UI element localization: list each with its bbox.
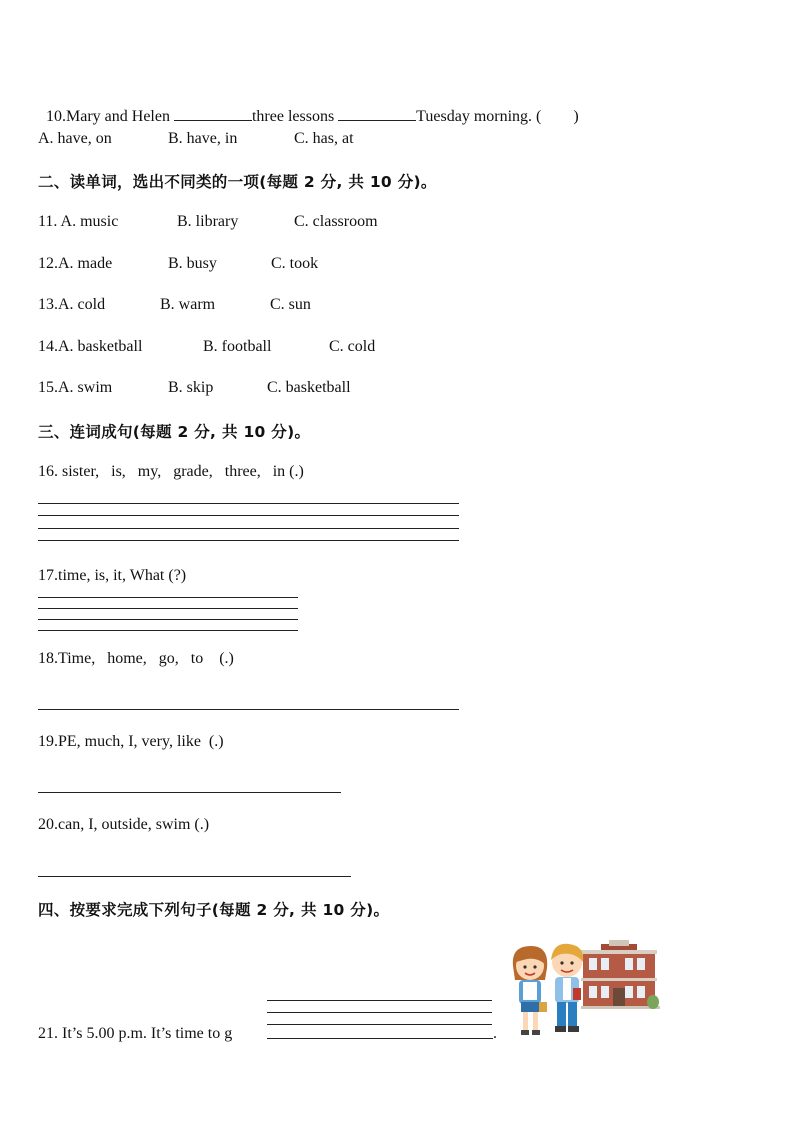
q10-option-b: B. have, in bbox=[168, 130, 238, 147]
q16-answer-line-3[interactable] bbox=[38, 528, 459, 529]
section-3-title: 三、连词成句(每题 2 分, 共 10 分)。 bbox=[38, 423, 311, 441]
q10-option-a: A. have, on bbox=[38, 130, 112, 147]
q21-answer-line-1[interactable] bbox=[267, 1000, 492, 1001]
q11-option-c: C. classroom bbox=[294, 213, 378, 230]
school-building-icon bbox=[581, 940, 660, 1009]
q16-answer-line-1[interactable] bbox=[38, 503, 459, 504]
q10-option-c: C. has, at bbox=[294, 130, 354, 147]
section-4-title: 四、按要求完成下列句子(每题 2 分, 共 10 分)。 bbox=[38, 901, 390, 919]
q20-answer-line[interactable] bbox=[38, 876, 351, 877]
question-18: 18.Time, home, go, to (.) bbox=[38, 650, 234, 667]
q17-answer-line-4[interactable] bbox=[38, 630, 298, 631]
q10-text-3: Tuesday morning. ( bbox=[416, 108, 542, 125]
q21-prefix: 21. It’s 5.00 p.m. It’s time to g bbox=[38, 1025, 233, 1042]
q13-option-b: B. warm bbox=[160, 296, 216, 313]
q10-text-2: three lessons bbox=[251, 108, 339, 125]
q18-answer-line[interactable] bbox=[38, 709, 459, 710]
q15-option-b: B. skip bbox=[168, 379, 214, 396]
q12-option-c: C. took bbox=[271, 255, 319, 272]
q11-option-b: B. library bbox=[177, 213, 239, 230]
q19-answer-line[interactable] bbox=[38, 792, 341, 793]
q10-text-4: ) bbox=[573, 108, 579, 125]
q21-answer-line-3[interactable] bbox=[267, 1024, 492, 1025]
q12-option-b: B. busy bbox=[168, 255, 217, 272]
q11-option-a: 11. A. music bbox=[38, 213, 119, 230]
q17-answer-line-2[interactable] bbox=[38, 608, 298, 609]
q10-text-1: 10.Mary and Helen bbox=[46, 108, 174, 125]
q10-blank-1[interactable] bbox=[174, 106, 252, 121]
question-20: 20.can, I, outside, swim (.) bbox=[38, 816, 210, 833]
girl-figure-icon bbox=[513, 946, 547, 1035]
q15-option-a: 15.A. swim bbox=[38, 379, 113, 396]
section-2-title: 二、读单词，选出不同类的一项(每题 2 分, 共 10 分)。 bbox=[38, 173, 437, 191]
question-19: 19.PE, much, I, very, like (.) bbox=[38, 733, 224, 750]
question-16: 16. sister, is, my, grade, three, in (.) bbox=[38, 463, 304, 480]
q13-option-c: C. sun bbox=[270, 296, 311, 313]
q21-answer-line-4[interactable] bbox=[267, 1038, 493, 1039]
q21-period: . bbox=[493, 1025, 497, 1042]
q17-answer-line-3[interactable] bbox=[38, 619, 298, 620]
q14-option-b: B. football bbox=[203, 338, 272, 355]
q14-option-a: 14.A. basketball bbox=[38, 338, 143, 355]
q10-blank-2[interactable] bbox=[338, 106, 416, 121]
q15-option-c: C. basketball bbox=[267, 379, 351, 396]
q16-answer-line-2[interactable] bbox=[38, 515, 459, 516]
school-children-illustration bbox=[505, 940, 660, 1040]
question-17: 17.time, is, it, What (?) bbox=[38, 567, 187, 584]
q12-option-a: 12.A. made bbox=[38, 255, 113, 272]
question-10 bbox=[38, 88, 579, 126]
q17-answer-line-1[interactable] bbox=[38, 597, 298, 598]
q13-option-a: 13.A. cold bbox=[38, 296, 106, 313]
q16-answer-line-4[interactable] bbox=[38, 540, 459, 541]
question-21 bbox=[38, 1025, 232, 1043]
boy-figure-icon bbox=[551, 944, 583, 1032]
q14-option-c: C. cold bbox=[329, 338, 376, 355]
q21-answer-line-2[interactable] bbox=[267, 1012, 492, 1013]
